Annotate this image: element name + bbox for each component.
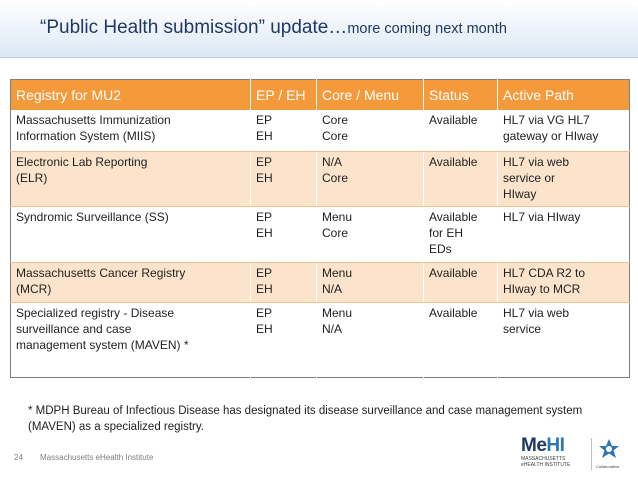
- table-row: [11, 110, 630, 151]
- cell-active-path: HL7 via HIway: [498, 206, 630, 262]
- mehi-wordmark-me: Me: [521, 435, 547, 456]
- cell-status: Available: [424, 151, 498, 206]
- header-active-path: Active Path: [498, 80, 630, 111]
- cell-core-menu: Menu Core: [317, 206, 424, 262]
- cell-ep-eh: EP EH: [251, 262, 317, 302]
- slide-title-sub: more coming next month: [347, 21, 507, 37]
- cell-registry: Electronic Lab Reporting (ELR): [11, 151, 251, 206]
- collaborative-mark-icon: [596, 436, 622, 462]
- table-row: [11, 151, 630, 206]
- cell-status: Available for EH EDs: [424, 206, 498, 262]
- cell-active-path: HL7 CDA R2 to HIway to MCR: [498, 262, 630, 302]
- header-registry: Registry for MU2: [11, 80, 251, 111]
- cell-status: Available: [424, 262, 498, 302]
- cell-ep-eh: EP EH: [251, 110, 317, 151]
- cell-ep-eh: EP EH: [251, 206, 317, 262]
- cell-status: Available: [424, 110, 498, 151]
- mehi-logo: [521, 436, 589, 472]
- mehi-tagline: MASSACHUSETTS eHEALTH INSTITUTE: [521, 456, 571, 468]
- slide-title: [40, 17, 507, 39]
- mehi-wordmark-hi: HI: [546, 435, 565, 456]
- cell-registry: Massachusetts Cancer Registry (MCR): [11, 262, 251, 302]
- page-number: 24: [14, 453, 23, 462]
- organization-name: Massachusetts eHealth Institute: [40, 453, 154, 462]
- header-core-menu: Core / Menu: [317, 80, 424, 111]
- footnote: * MDPH Bureau of Infectious Disease has designated its disease surveillance and case management system (MAVEN) as a specialized registry.: [28, 405, 583, 433]
- logo-divider: [591, 438, 592, 470]
- cell-active-path: HL7 via web service or HIway: [498, 151, 630, 206]
- cell-registry: Specialized registry - Disease surveillance and case management system (MAVEN) *: [11, 302, 251, 377]
- table-header-row: [11, 80, 630, 111]
- mehi-wordmark: [521, 436, 589, 456]
- slide-title-main: “Public Health submission” update…: [40, 17, 348, 38]
- cell-ep-eh: EP EH: [251, 302, 317, 377]
- cell-core-menu: N/A Core: [317, 151, 424, 206]
- table-row: [11, 302, 630, 377]
- cell-status: Available: [424, 302, 498, 377]
- cell-core-menu: Core Core: [317, 110, 424, 151]
- cell-active-path: HL7 via web service: [498, 302, 630, 377]
- table-row: [11, 206, 630, 262]
- cell-ep-eh: EP EH: [251, 151, 317, 206]
- table-row: [11, 262, 630, 302]
- cell-registry: Massachusetts Immunization Information System (MIIS): [11, 110, 251, 151]
- cell-core-menu: Menu N/A: [317, 302, 424, 377]
- registry-table: [10, 79, 630, 378]
- cell-core-menu: Menu N/A: [317, 262, 424, 302]
- collaborative-label: Collaborative: [596, 464, 620, 469]
- collaborative-logo: [596, 436, 632, 472]
- header-status: Status: [424, 80, 498, 111]
- cell-active-path: HL7 via VG HL7 gateway or HIway: [498, 110, 630, 151]
- cell-registry: Syndromic Surveillance (SS): [11, 206, 251, 262]
- header-ep-eh: EP / EH: [251, 80, 317, 111]
